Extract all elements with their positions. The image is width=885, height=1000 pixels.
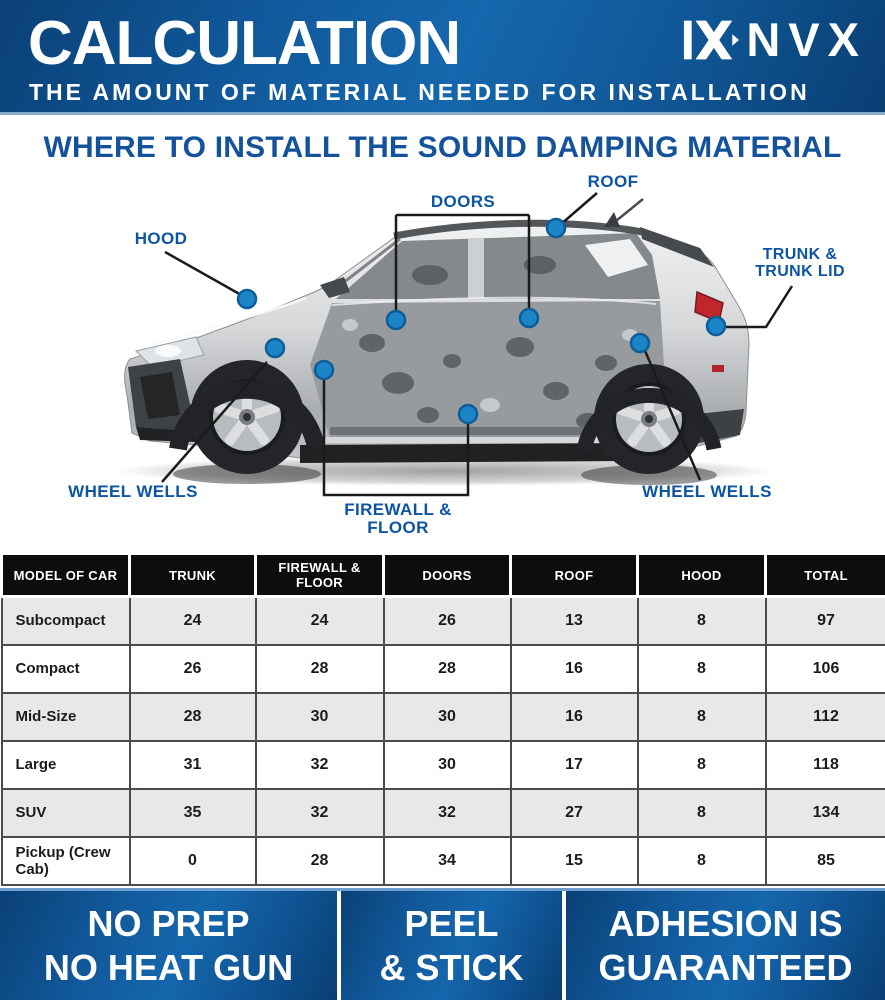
- callout-line-roof: [560, 193, 597, 225]
- cell-roof: 27: [511, 789, 638, 837]
- rear-wheel: [594, 364, 704, 474]
- cell-hood: 8: [638, 741, 766, 789]
- dot-rear-door: [520, 309, 538, 327]
- cell-firewall: 30: [256, 693, 384, 741]
- badge-line: NO HEAT GUN: [43, 946, 294, 988]
- label-roof: ROOF: [587, 172, 639, 191]
- badge-line: PEEL: [404, 902, 499, 944]
- cell-model: SUV: [2, 789, 130, 837]
- brand-logo: [682, 14, 867, 66]
- brand-logo-text: NVX: [746, 13, 867, 66]
- table-row: [2, 741, 885, 789]
- cell-hood: 8: [638, 693, 766, 741]
- cell-doors: 34: [384, 837, 511, 885]
- cell-model: Large: [2, 741, 130, 789]
- col-header-roof: ROOF: [511, 554, 638, 597]
- cell-model: Compact: [2, 645, 130, 693]
- cell-model: Subcompact: [2, 597, 130, 645]
- cell-roof: 15: [511, 837, 638, 885]
- header-banner: [0, 0, 885, 115]
- col-header-model: MODEL OF CAR: [2, 554, 130, 597]
- cell-roof: 16: [511, 645, 638, 693]
- dot-firewall: [315, 361, 333, 379]
- table-row: [2, 645, 885, 693]
- cell-firewall: 28: [256, 837, 384, 885]
- cell-hood: 8: [638, 789, 766, 837]
- badge-peel-stick: [341, 891, 562, 1000]
- badge-line: & STICK: [379, 946, 524, 988]
- brand-logo-icon: [682, 15, 740, 65]
- label-firewall-line1: FIREWALL &: [344, 500, 452, 519]
- cell-firewall: 24: [256, 597, 384, 645]
- dot-floor: [459, 405, 477, 423]
- cell-total: 97: [766, 597, 885, 645]
- callout-line-hood: [165, 252, 243, 296]
- cell-total: 134: [766, 789, 885, 837]
- badge-line: ADHESION IS: [608, 902, 843, 944]
- label-trunk: [715, 246, 885, 280]
- cell-roof: 13: [511, 597, 638, 645]
- badge-no-prep: [0, 891, 337, 1000]
- table-row: [2, 837, 885, 885]
- col-header-hood: HOOD: [638, 554, 766, 597]
- cell-total: 85: [766, 837, 885, 885]
- cell-trunk: 26: [130, 645, 256, 693]
- cell-doors: 26: [384, 597, 511, 645]
- page-title: CALCULATION: [28, 9, 461, 78]
- material-table: [0, 552, 885, 886]
- label-trunk-line1: TRUNK &: [762, 246, 838, 263]
- cell-doors: 30: [384, 741, 511, 789]
- cell-doors: 32: [384, 789, 511, 837]
- dot-roof: [547, 219, 565, 237]
- col-header-firewall: FIREWALL & FLOOR: [256, 554, 384, 597]
- cell-roof: 16: [511, 693, 638, 741]
- car-diagram: [0, 115, 885, 552]
- dot-rear-wheel-well: [631, 334, 649, 352]
- label-firewall-line2: FLOOR: [367, 518, 429, 537]
- label-doors: DOORS: [430, 192, 496, 211]
- page-subtitle: THE AMOUNT OF MATERIAL NEEDED FOR INSTALLATION: [29, 79, 810, 105]
- table-header: [2, 554, 885, 597]
- cell-total: 112: [766, 693, 885, 741]
- cell-roof: 17: [511, 741, 638, 789]
- cell-hood: 8: [638, 837, 766, 885]
- cell-doors: 30: [384, 693, 511, 741]
- label-firewall: [308, 501, 488, 537]
- table-row: [2, 597, 885, 645]
- label-wheel-wells-left: WHEEL WELLS: [68, 482, 198, 501]
- cell-total: 106: [766, 645, 885, 693]
- cell-trunk: 35: [130, 789, 256, 837]
- cell-total: 118: [766, 741, 885, 789]
- cell-firewall: 32: [256, 789, 384, 837]
- cell-hood: 8: [638, 645, 766, 693]
- label-trunk-line2: TRUNK LID: [755, 263, 845, 280]
- col-header-doors: DOORS: [384, 554, 511, 597]
- table-row: [2, 789, 885, 837]
- cell-trunk: 0: [130, 837, 256, 885]
- front-wheel: [190, 360, 304, 474]
- label-wheel-wells-right: WHEEL WELLS: [642, 482, 772, 501]
- badge-line: GUARANTEED: [598, 946, 853, 988]
- dot-front-wheel-well: [266, 339, 284, 357]
- col-header-trunk: TRUNK: [130, 554, 256, 597]
- cell-model: Pickup (Crew Cab): [2, 837, 130, 885]
- cell-firewall: 28: [256, 645, 384, 693]
- label-hood: HOOD: [134, 229, 188, 248]
- section-heading: WHERE TO INSTALL THE SOUND DAMPING MATERIAL: [43, 131, 842, 164]
- cell-trunk: 31: [130, 741, 256, 789]
- cell-doors: 28: [384, 645, 511, 693]
- badge-line: NO PREP: [87, 902, 250, 944]
- dot-hood: [238, 290, 256, 308]
- footer-banner: [0, 888, 885, 1000]
- cell-firewall: 32: [256, 741, 384, 789]
- dot-trunk: [707, 317, 725, 335]
- badge-adhesion: [566, 891, 885, 1000]
- table-row: [2, 693, 885, 741]
- dot-front-door: [387, 311, 405, 329]
- cell-trunk: 28: [130, 693, 256, 741]
- cell-hood: 8: [638, 597, 766, 645]
- cell-model: Mid-Size: [2, 693, 130, 741]
- cell-trunk: 24: [130, 597, 256, 645]
- col-header-total: TOTAL: [766, 554, 885, 597]
